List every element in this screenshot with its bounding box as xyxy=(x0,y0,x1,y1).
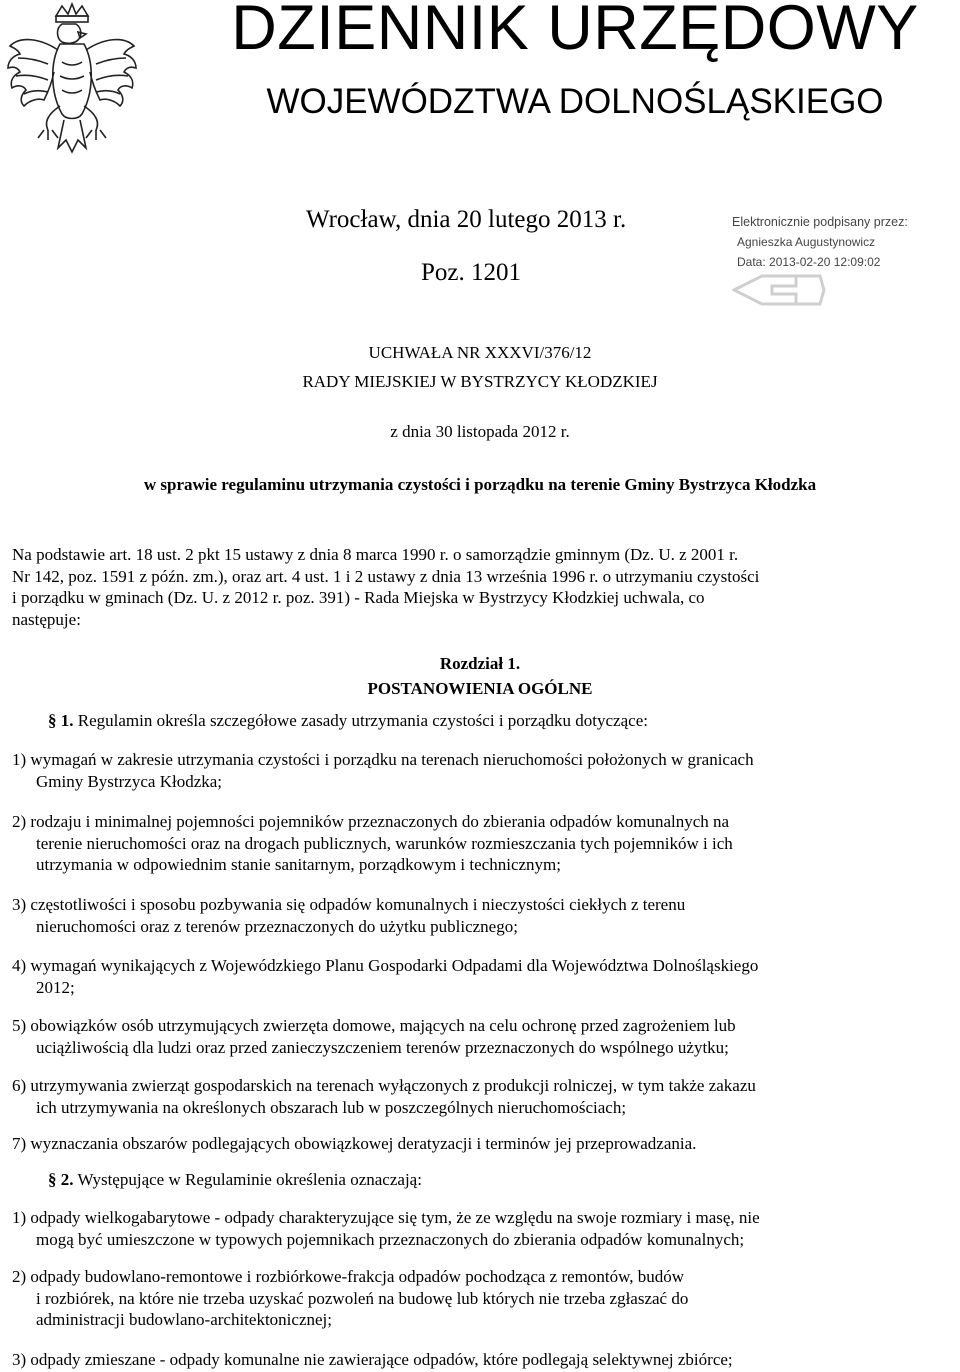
signature-date: Data: 2013-02-20 12:09:02 xyxy=(737,255,881,269)
paragraph-mark: § 2. xyxy=(48,1170,74,1189)
position-number: Poz. 1201 xyxy=(421,259,521,286)
preamble-line: Na podstawie art. 18 ust. 2 pkt 15 ustawy z dnia 8 marca 1990 r. o samorządzie gminnym (Dz. U. z 2001 r. xyxy=(12,545,739,564)
list-item: 3) odpady zmieszane - odpady komunalne nie zawierające odpadów, które podlegają selektywnej zbiórce; xyxy=(12,1350,733,1369)
paragraph-2-intro xyxy=(12,1169,960,1191)
preamble-line: i porządku w gminach (Dz. U. z 2012 r. poz. 391) - Rada Miejska w Bystrzycy Kłodzkiej uchwala, co xyxy=(12,588,705,607)
preamble xyxy=(12,544,948,630)
paragraph-text: Regulamin określa szczegółowe zasady utrzymania czystości i porządku dotyczące: xyxy=(73,711,648,730)
resolution-date: z dnia 30 listopada 2012 r. xyxy=(390,422,570,441)
resolution-number: UCHWAŁA NR XXXVI/376/12 xyxy=(368,343,592,362)
polish-eagle-emblem xyxy=(4,2,140,154)
list-item: 4) wymagań wynikających z Wojewódzkiego Planu Gospodarki Odpadami dla Województwa Dolnośląskiego 2012; xyxy=(12,956,759,997)
journal-subtitle: WOJEWÓDZTWA DOLNOŚLĄSKIEGO xyxy=(266,82,884,121)
electronic-signature-stamp xyxy=(732,212,947,307)
list-item: 5) obowiązków osób utrzymujących zwierzęta domowe, mających na celu ochronę przed zagrożeniem lub uciążliwością dla ludzi oraz przed zanieczyszczeniem terenów przeznaczonych do wspólnego użytku; xyxy=(12,1016,736,1057)
paragraph-mark: § 1. xyxy=(48,711,74,730)
list-item: 2) rodzaju i minimalnej pojemności pojemników przeznaczonych do zbierania odpadów komunalnych na terenie nieruchomości oraz na drogach publicznych, warunków rozmieszczania tych pojemników i ich utrzymania w odpowiednim stanie sanitarnym, porządkowym i technicznym; xyxy=(12,812,733,874)
preamble-line: Nr 142, poz. 1591 z późn. zm.), oraz art. 4 ust. 1 i 2 ustawy z dnia 13 września 1996 r. o utrzymaniu czystości xyxy=(12,566,760,586)
list-item: 1) odpady wielkogabarytowe - odpady charakteryzujące się tym, że ze względu na swoje rozmiary i masę, nie mogą być umieszczone w typowych pojemnikach przeznaczonych do zbierania odpadów komunalnych; xyxy=(12,1208,760,1249)
signature-signer: Agnieszka Augustynowicz xyxy=(737,235,876,249)
list-item: 2) odpady budowlano-remontowe i rozbiórkowe-frakcja odpadów pochodząca z remontów, budów i rozbiórek, na które nie trzeba uzyskać pozwoleń na budowę lub których nie trzeba zgłaszać do administracji budowlano-architektonicznej; xyxy=(12,1267,689,1329)
preamble-line: następuje: xyxy=(12,609,81,629)
chapter-title: POSTANOWIENIA OGÓLNE xyxy=(367,679,593,698)
signature-label: Elektronicznie podpisany przez: xyxy=(732,215,908,229)
list-item: 6) utrzymywania zwierząt gospodarskich na terenach wyłączonych z produkcji rolniczej, w tym także zakazu ich utrzymywania na określonych obszarach lub w poszczególnych nieruchomościach; xyxy=(12,1076,756,1117)
paragraph-1-intro xyxy=(12,710,960,732)
paragraph-text: Występujące w Regulaminie określenia oznaczają: xyxy=(73,1170,422,1189)
list-item: 1) wymagań w zakresie utrzymania czystości i porządku na terenach nieruchomości położonych w granicach Gminy Bystrzyca Kłodzka; xyxy=(12,750,754,791)
resolution-issuer: RADY MIEJSKIEJ W BYSTRZYCY KŁODZKIEJ xyxy=(302,372,658,391)
list-item: 3) częstotliwości i sposobu pozbywania się odpadów komunalnych i nieczystości ciekłych z terenu nieruchomości oraz z terenów przeznaczonych do użytku publicznego; xyxy=(12,895,686,936)
journal-title: DZIENNIK URZĘDOWY xyxy=(231,0,919,63)
resolution-subject: w sprawie regulaminu utrzymania czystości i porządku na terenie Gminy Bystrzyca Kłodzka xyxy=(143,475,817,494)
list-item: 7) wyznaczania obszarów podlegających obowiązkowej deratyzacji i terminów jej przeprowadzania. xyxy=(12,1134,697,1153)
signature-logo-icon xyxy=(732,272,827,308)
chapter-number: Rozdział 1. xyxy=(439,654,521,673)
publication-place-date: Wrocław, dnia 20 lutego 2013 r. xyxy=(306,206,627,233)
